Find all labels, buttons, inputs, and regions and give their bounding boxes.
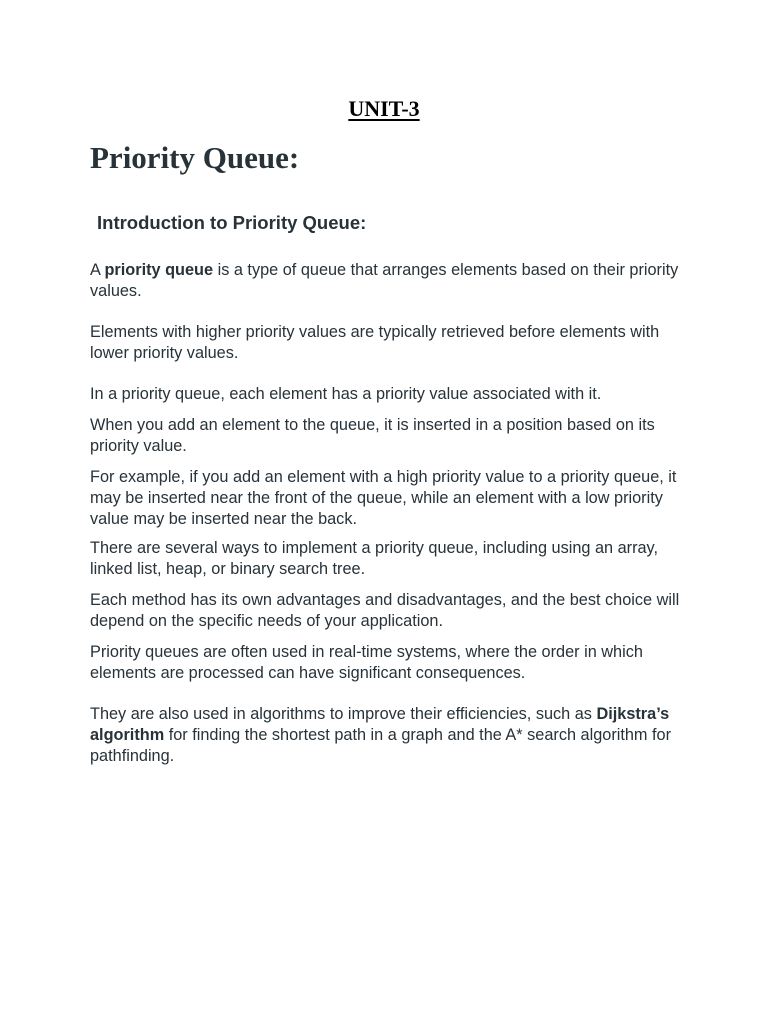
- paragraph-definition: [90, 260, 690, 302]
- section-heading: Introduction to Priority Queue:: [97, 212, 367, 233]
- bold-term-dijkstra: Dijkstra’s algorithm: [90, 705, 670, 744]
- paragraph-text: is a type of queue that arranges elements based on their priority values.: [90, 261, 679, 300]
- paragraph-text: They are also used in algorithms to improve their efficiencies, such as: [90, 705, 597, 723]
- page-title: Priority Queue:: [90, 140, 300, 175]
- paragraph-real-time: Priority queues are often used in real-time systems, where the order in which elements are processed can have significant consequences.: [90, 643, 643, 682]
- paragraph-text: A: [90, 261, 105, 279]
- paragraph-implementations: There are several ways to implement a priority queue, including using an array, linked list, heap, or binary search tree.: [90, 539, 659, 578]
- paragraph-retrieval: Elements with higher priority values are typically retrieved before elements with lower priority values.: [90, 323, 660, 362]
- paragraph-insertion: When you add an element to the queue, it is inserted in a position based on its priority value.: [90, 416, 655, 455]
- paragraph-text: for finding the shortest path in a graph and the A* search algorithm for pathfinding.: [90, 726, 672, 765]
- bold-term-priority-queue: priority queue: [104, 261, 214, 279]
- paragraph-example: For example, if you add an element with a high priority value to a priority queue, it may be inserted near the front of the queue, while an element with a low priority value may be inserted near the back.: [90, 468, 677, 528]
- paragraph-algorithms: [90, 704, 690, 767]
- unit-heading: UNIT-3: [348, 96, 420, 121]
- paragraph-priority-value: In a priority queue, each element has a priority value associated with it.: [90, 385, 602, 403]
- paragraph-tradeoffs: Each method has its own advantages and disadvantages, and the best choice will depend on the specific needs of your application.: [90, 591, 680, 630]
